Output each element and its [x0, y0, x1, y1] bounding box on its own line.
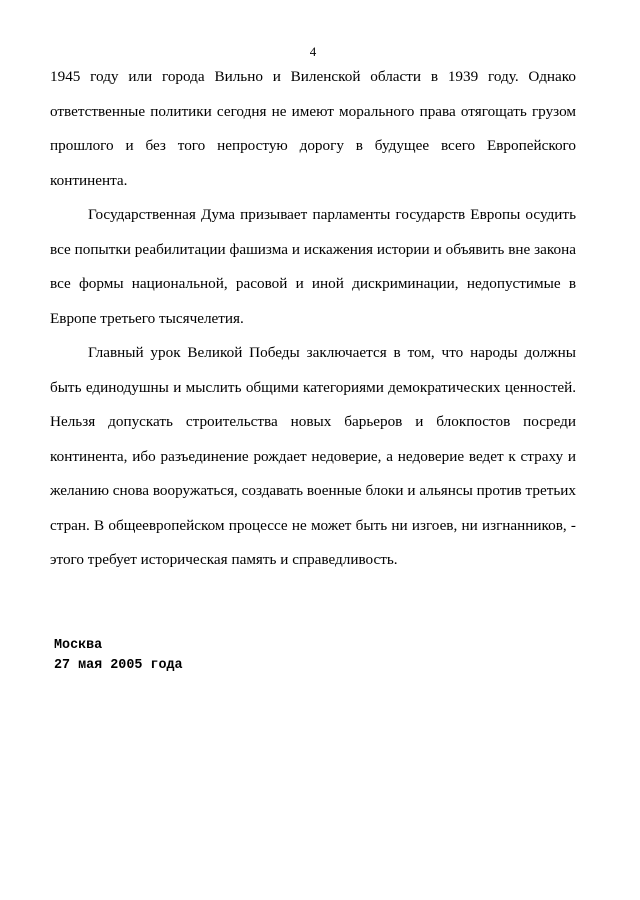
document-body — [50, 60, 576, 578]
paragraph-continuation: 1945 году или города Вильно и Виленской области в 1939 году. Однако ответственные политики сегодня не имеют морального права отягощать грузом прошлого и без того непростую дорогу в будущее всего Европейского континента. — [50, 68, 576, 189]
closing-city: Москва — [54, 638, 103, 653]
signature-block — [54, 636, 183, 676]
paragraph-duma-appeal: Государственная Дума призывает парламенты государств Европы осудить все попытки реабилитации фашизма и искажения истории и объявить вне закона все формы национальной, расовой и иной дискриминации, недопустимые в Европе третьего тысячелетия. — [50, 206, 576, 327]
page-number: 4 — [309, 44, 317, 59]
closing-date: 27 мая 2005 года — [54, 658, 183, 673]
paragraph-lesson-of-victory: Главный урок Великой Победы заключается в том, что народы должны быть единодушны и мыслить общими категориями демократических ценностей. Нельзя допускать строительства новых барьеров и блокпостов посреди континента, ибо разъединение рождает недоверие, а недоверие ведет к страху и желанию снова вооружаться, создавать военные блоки и альянсы против третьих стран. В общеевропейском процессе не может быть ни изгоев, ни изгнанников, - этого требует историческая память и справедливость. — [50, 344, 576, 568]
